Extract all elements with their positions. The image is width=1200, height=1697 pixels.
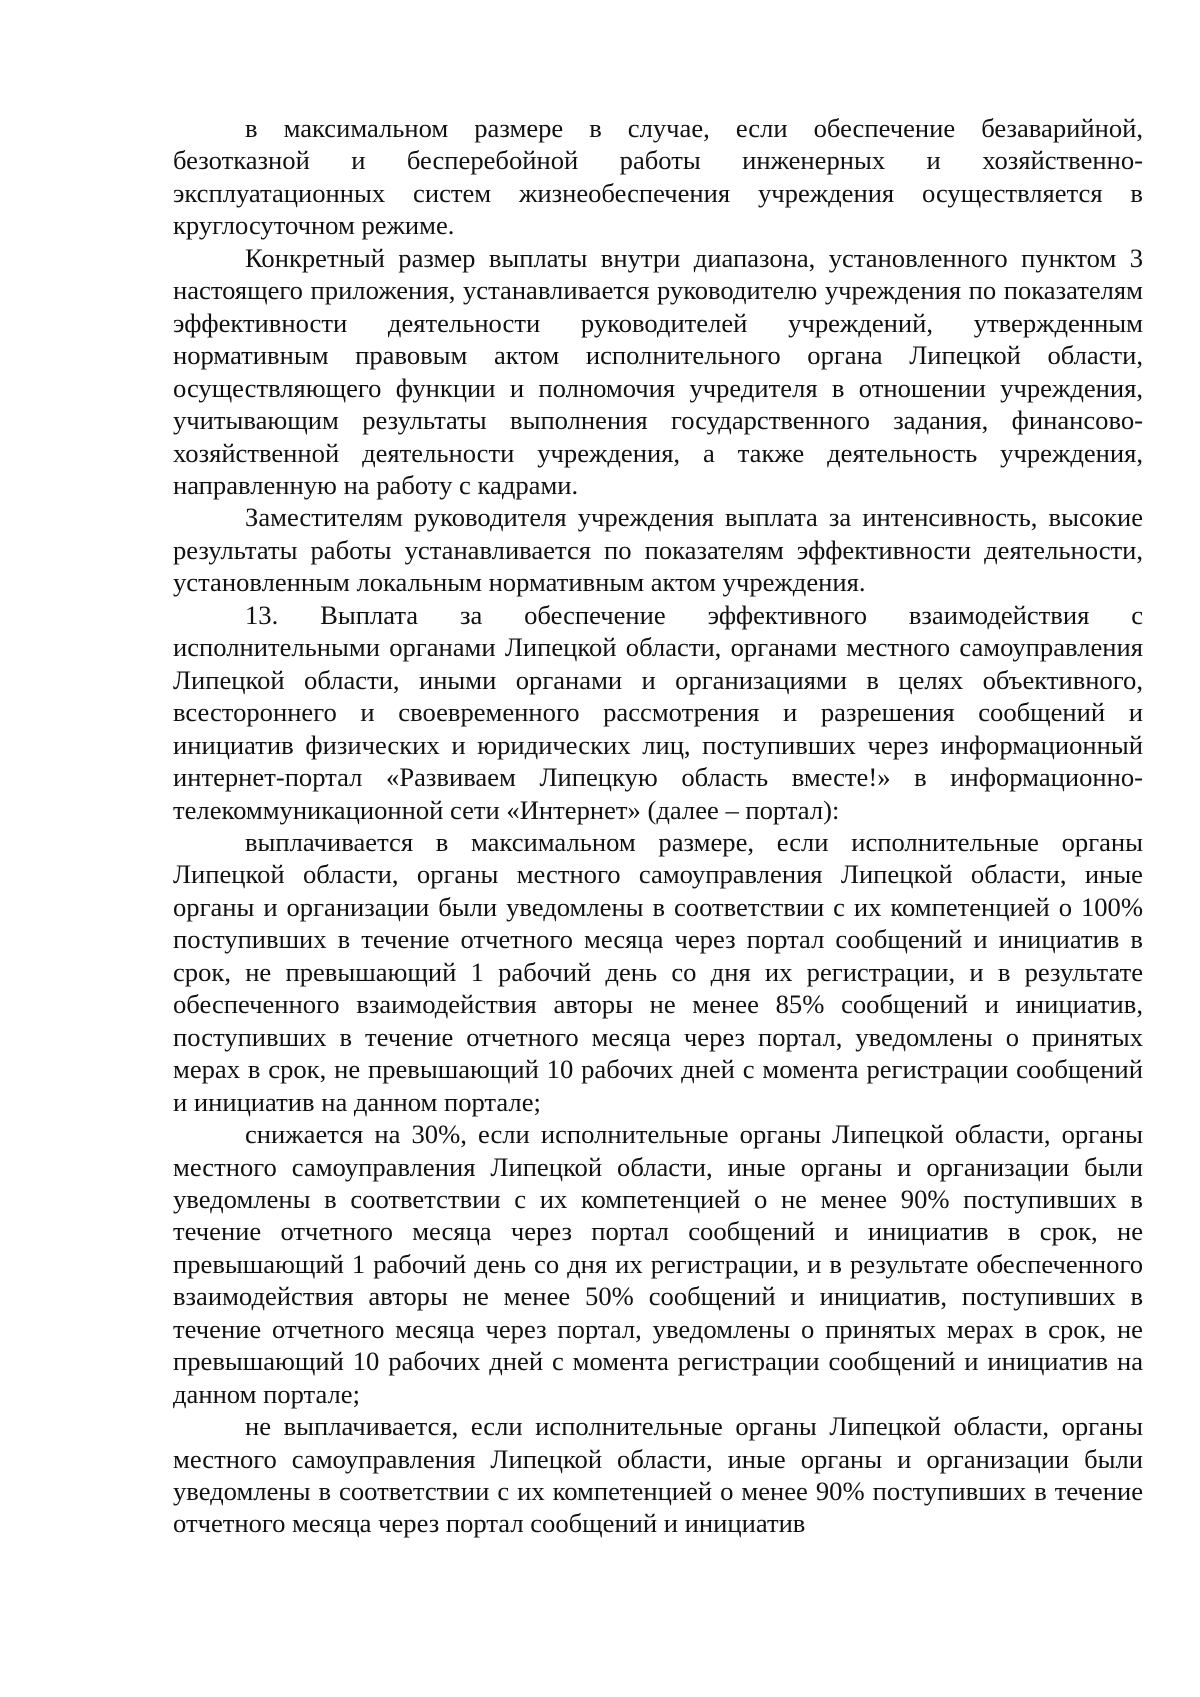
document-body bbox=[173, 112, 1143, 1540]
paragraph-max-payment-round-the-clock: в максимальном размере в случае, если обеспечение безаварийной, безотказной и бесперебойной работы инженерных и хозяйственно-эксплуатационных систем жизнеобеспечения учреждения осуществляется в круглосуточном режиме. bbox=[173, 113, 1143, 241]
paragraph-reduced-by-30: снижается на 30%, если исполнительные органы Липецкой области, органы местного самоуправления Липецкой области, иные органы и организации были уведомлены в соответствии с их компетенцией о не менее 90% поступивших в течение отчетного месяца через портал сообщений и инициатив в срок, не превышающий 1 рабочий день со дня их регистрации, и в результате обеспеченного взаимодействия авторы не менее 50% сообщений и инициатив, поступивших в течение отчетного месяца через портал, уведомлены о принятых мерах в срок, не превышающий 10 рабочих дней с момента регистрации сообщений и инициатив на данном портале; bbox=[173, 1119, 1143, 1409]
paragraph-not-paid: не выплачивается, если исполнительные органы Липецкой области, органы местного самоуправления Липецкой области, иные органы и организации были уведомлены в соответствии с их компетенцией о менее 90% поступивших в течение отчетного месяца через портал сообщений и инициатив bbox=[173, 1411, 1143, 1539]
paragraph-deputy-heads-payment: Заместителям руководителя учреждения выплата за интенсивность, высокие результаты работы устанавливается по показателям эффективности деятельности, установленным локальным нормативным актом учреждения. bbox=[173, 502, 1143, 598]
paragraph-paid-max-amount: выплачивается в максимальном размере, если исполнительные органы Липецкой области, органы местного самоуправления Липецкой области, иные органы и организации были уведомлены в соответствии с их компетенцией о 100% поступивших в течение отчетного месяца через портал сообщений и инициатив в срок, не превышающий 1 рабочий день со дня их регистрации, и в результате обеспеченного взаимодействия авторы не менее 85% сообщений и инициатив, поступивших в течение отчетного месяца через портал, уведомлены о принятых мерах в срок, не превышающий 10 рабочих дней с момента регистрации сообщений и инициатив на данном портале; bbox=[173, 826, 1143, 1117]
paragraph-specific-payment-amount: Конкретный размер выплаты внутри диапазона, установленного пунктом 3 настоящего приложения, устанавливается руководителю учреждения по показателям эффективности деятельности руководителей учреждений, утвержденным нормативным правовым актом исполнительного органа Липецкой области, осуществляющего функции и полномочия учредителя в отношении учреждения, учитывающим результаты выполнения государственного задания, финансово-хозяйственной деятельности учреждения, а также деятельность учреждения, направленную на работу с кадрами. bbox=[173, 242, 1143, 500]
paragraph-item-13-portal-interaction: 13. Выплата за обеспечение эффективного взаимодействия с исполнительными органами Липецкой области, органами местного самоуправления Липецкой области, иными органами и организациями в целях объективного, всестороннего и своевременного рассмотрения и разрешения сообщений и инициатив физических и юридических лиц, поступивших через информационный интернет-портал «Развиваем Липецкую область вместе!» в информационно-телекоммуникационной сети «Интернет» (далее – портал): bbox=[173, 599, 1143, 825]
